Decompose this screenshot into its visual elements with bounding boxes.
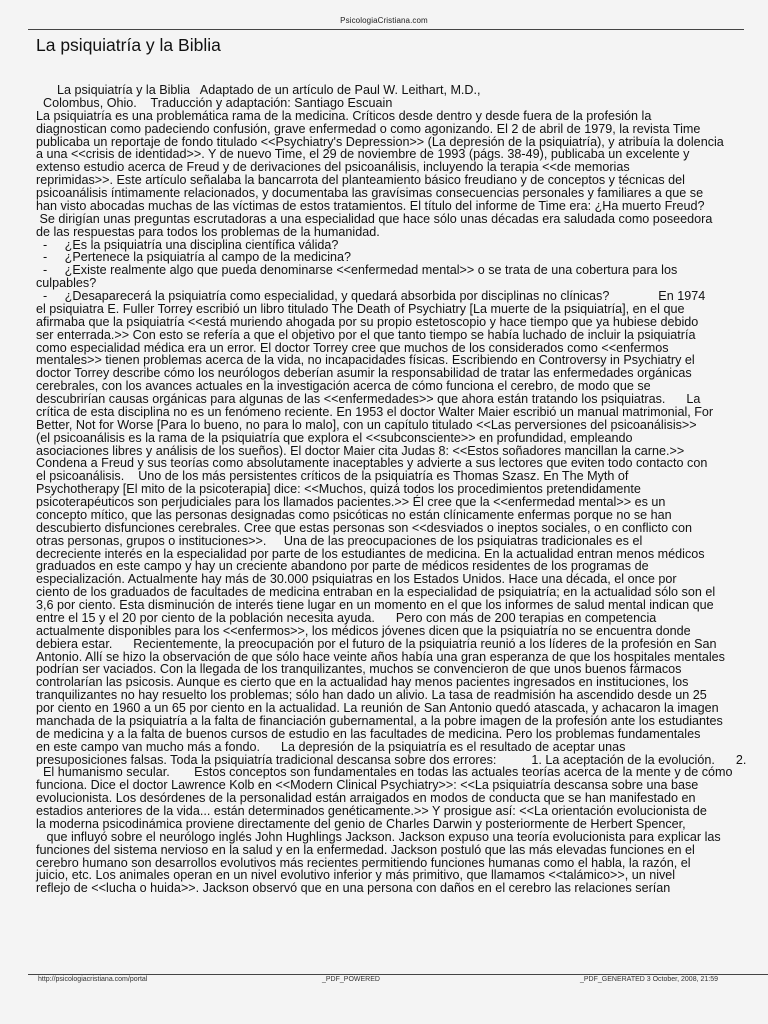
body-line: funciona. Dice el doctor Lawrence Kolb en <<Modern Clinical Psychiatry>>: <<La psiquiatría descansa sobre una base [36, 778, 699, 793]
body-line: entre el 15 y el 20 por ciento de la población necesita ayuda. Pero con más de 200 terapias en competencia [36, 610, 657, 625]
body-line: Colombus, Ohio. Traducción y adaptación: Santiago Escuain [36, 95, 393, 110]
body-line: reprimidas>>. Este artículo señalaba la bancarrota del planteamiento básico freudiano y de conceptos y técnicas del [36, 173, 685, 188]
body-line: - ¿Existe realmente algo que pueda denominarse <<enfermedad mental>> o se trata de una cobertura para los [36, 263, 678, 278]
body-line: Antonio. Allí se hizo la observación de que sólo hace veinte años había una gran esperanza de que los hospitales mentales [36, 649, 725, 664]
footer-generated-date: _PDF_GENERATED 3 October, 2008, 21:59 [580, 976, 718, 983]
body-line: mentales>> tienen problemas acerca de la vida, no incapacidades físicas. Escribiendo en Controversy in Psychiatry el [36, 353, 695, 368]
body-line: cerebro humano son desarrollos evolutivos más recientes permitiendo funciones humanas como el habla, la razón, el [36, 855, 691, 870]
body-line: evolucionista. Los desórdenes de la personalidad están arraigados en modos de conducta que se han manifestado en [36, 791, 696, 806]
body-line: actualmente disponibles para los <<enfermos>>, los médicos jóvenes dicen que la psiquiatría no se encuentra donde [36, 623, 691, 638]
body-line: la moderna psicodinámica proviene directamente del genio de Charles Darwin y posteriormente de Herbert Spencer, [36, 816, 686, 831]
body-line: estadios anteriores de la vida... están determinados genéticamente.>> Y prosigue así: <<La orientación evolucionista de [36, 804, 707, 818]
body-line: a una <<crisis de identidad>>. Y de nuevo Time, el 29 de noviembre de 1993 (págs. 38-49), publicaba un excelente y [36, 147, 690, 162]
body-line: culpables? [36, 276, 97, 291]
site-name: PsicologiaCristiana.com [340, 16, 428, 25]
body-line: La psiquiatría y la Biblia Adaptado de un artículo de Paul W. Leithart, M.D., [36, 83, 481, 97]
body-line: 3,6 por ciento. Esta disminución de interés tiene lugar en un momento en el que los informes de salud mental indican que [36, 598, 714, 612]
body-line: podrían ser vaciados. Con la llegada de los tranquilizantes, muchos se convencieron de que unos buenos fármacos [36, 662, 682, 677]
body-line: decreciente interés en la especialidad por parte de los estudiantes de medicina. En la actualidad entran menos médicos [36, 546, 705, 561]
body-line: asociaciones libres y análisis de los sueños). El doctor Maier cita Judas 8: <<Estos soñadores mancillan la carne.>> [36, 443, 685, 458]
body-line: presuposiciones falsas. Toda la psiquiatría tradicional descansa sobre dos errores: 1. La aceptación de la evolución. 2. [36, 752, 747, 767]
body-line: especialización. Actualmente hay más de 30.000 psiquiatras en los Estados Unidos. Hace una década, el once por [36, 572, 677, 587]
footer-pdf-powered: _PDF_POWERED [322, 976, 380, 983]
body-line: ser enterrada.>> Con esto se refería a que el objetivo por el que tanto tiempo se había luchado de incluir la psiquiatría [36, 327, 696, 342]
body-line: cerebrales, con los avances actuales en la investigación acerca de cómo funciona el cerebro, de modo que se [36, 379, 651, 394]
body-line: por ciento en 1960 a un 65 por ciento en la actualidad. La reunión de San Antonio quedó atascada, y achacaron la imagen [36, 701, 719, 715]
body-line: - ¿Desaparecerá la psiquiatría como especialidad, y quedará absorbida por disciplinas no clínicas? En 1974 [36, 289, 706, 303]
body-line: el psiquiatra E. Fuller Torrey escribió un libro titulado The Death of Psychiatry [La muerte de la psiquiatría], en el que [36, 301, 685, 316]
body-line: - ¿Es la psiquiatría una disciplina científica válida? [36, 237, 339, 252]
body-line: El humanismo secular. Estos conceptos son fundamentales en todas las actuales teorías acerca de la mente y de cómo [36, 765, 733, 780]
body-line: descubrirían causas orgánicas para algunas de las <<enfermedades>> que ahora están tratando los psiquiatras. La [36, 392, 701, 406]
body-line: Better, Not for Worse [Para lo bueno, no para lo malo], con un capítulo titulado <<Las perversiones del psicoanálisis>> [36, 417, 697, 432]
body-line: publicaba un reportaje de fondo titulado <<Psychiatry's Depression>> (La depresión de la psiquiatría), y atribuía la dolencia [36, 134, 724, 149]
body-line: - ¿Pertenece la psiquiatría al campo de la medicina? [36, 250, 352, 265]
body-line: La psiquiatría es una problemática rama de la medicina. Críticos desde dentro y desde fuera de la profesión la [36, 108, 652, 123]
body-line: graduados en este campo y hay un creciente abandono por parte de médicos residentes de los programas de [36, 559, 649, 574]
body-line: debiera estar. Recientemente, la preocupación por el futuro de la psiquiatría reunió a los líderes de la profesión en San [36, 636, 717, 651]
body-line: extenso estudio acerca de Freud y de derivaciones del psicoanálisis, incluyendo la terapia <<de memorias [36, 160, 630, 175]
article-body [36, 84, 768, 895]
footer-rule [28, 974, 768, 975]
body-line: juicio, etc. Los animales operan en un nivel evolutivo inferior y más primitivo, que llamamos <<talámico>>, un nivel [36, 868, 676, 883]
body-line: diagnostican como padeciendo confusión, grave enfermedad o como agonizando. El 2 de abril de 1979, la revista Time [36, 121, 701, 136]
body-line: en este campo van mucho más a fondo. La depresión de la psiquiatría es el resultado de aceptar unas [36, 739, 626, 754]
body-line: tranquilizantes no hay resuelto los problemas; sólo han dado un alivio. La tasa de readmisión ha ascendido desde un 25 [36, 688, 707, 703]
body-line: funciones del sistema nervioso en la salud y en la enfermedad. Jackson postuló que las más elevadas funciones en el [36, 842, 695, 857]
body-line: Se dirigían unas preguntas escrutadoras a una especialidad que hace sólo unas décadas era saludada como poseedora [36, 211, 713, 226]
body-line: de medicina y a la falta de buenos cursos de estudio en las facultades de medicina. Pero los problemas fundamentales [36, 726, 701, 741]
body-line: otras personas, grupos o instituciones>>. Una de las preocupaciones de los psiquiatras tradicionales es el [36, 533, 643, 548]
body-line: descubierto disfunciones cerebrales. Cree que estas personas son <<desviados o ineptos sociales, o en conflicto con [36, 520, 692, 535]
header-rule [28, 29, 744, 30]
body-line: psicoterapéuticos son perjudiciales para los llamados pacientes.>> Él cree que la <<enfermedad mental>> es un [36, 495, 666, 509]
body-line: Psychotherapy [El mito de la psicoterapia] dice: <<Muchos, quizá todos los procedimientos pretendidamente [36, 482, 641, 497]
body-line: concepto mítico, que las personas designadas como psicóticas no están clínicamente enfermas porque no se han [36, 507, 672, 522]
body-line: psicoanálisis íntimamente relacionados, y documentaba las gravísimas consecuencias personales y familiares a que se [36, 186, 704, 200]
body-line: reflejo de <<lucha o huida>>. Jackson observó que en una persona con daños en el cerebro las relaciones serían [36, 881, 671, 896]
body-line: afirmaba que la psiquiatría <<está muriendo ahogada por su propio estetoscopio y hace tiempo que ya hubiese debido [36, 314, 699, 329]
body-line: (el psicoanálisis es la rama de la psiquiatría que explora el <<subconsciente>> en profundidad, empleando [36, 430, 633, 445]
body-line: de las respuestas para todos los problemas de la humanidad. [36, 224, 380, 239]
body-line: ciento de los graduados de facultades de medicina entraban en la especialidad de psiquiatría; en la actualidad sólo son el [36, 585, 716, 600]
document-title: La psiquiatría y la Biblia [36, 35, 221, 55]
body-line: que influyó sobre el neurólogo inglés John Hughlings Jackson. Jackson expuso una teoría evolucionista para explicar las [36, 829, 721, 844]
body-line: crítica de esta disciplina no es un fenómeno reciente. En 1953 el doctor Walter Maier escribió un manual matrimonial, For [36, 404, 714, 419]
body-line: han visto abocadas muchas de las víctimas de estos tratamientos. El título del informe de Time era: ¿Ha muerto Freud? [36, 198, 705, 213]
body-line: manchada de la psiquiatría a la falta de financiación gubernamental, a la pobre imagen de la profesión ante los estudiantes [36, 713, 723, 728]
body-line: doctor Torrey describe cómo los neurólogos deberían asumir la responsabilidad de tratar las enfermedades orgánicas [36, 366, 692, 381]
footer-url[interactable]: http://psicologiacristiana.com/portal [38, 976, 148, 983]
body-line: Condena a Freud y sus teorías como absolutamente inaceptables y advierte a sus lectores que eviten todo contacto con [36, 456, 708, 471]
body-line: como especialidad médica era un error. El doctor Torrey cree que muchos de los considerados como <<enfermos [36, 340, 669, 355]
body-line: el psicoanálisis. Uno de los más persistentes críticos de la psiquiatría es Thomas Szasz. En The Myth of [36, 469, 629, 484]
body-line: controlarían las psicosis. Aunque es cierto que en la actualidad hay menos pacientes ingresados en instituciones, los [36, 675, 689, 690]
